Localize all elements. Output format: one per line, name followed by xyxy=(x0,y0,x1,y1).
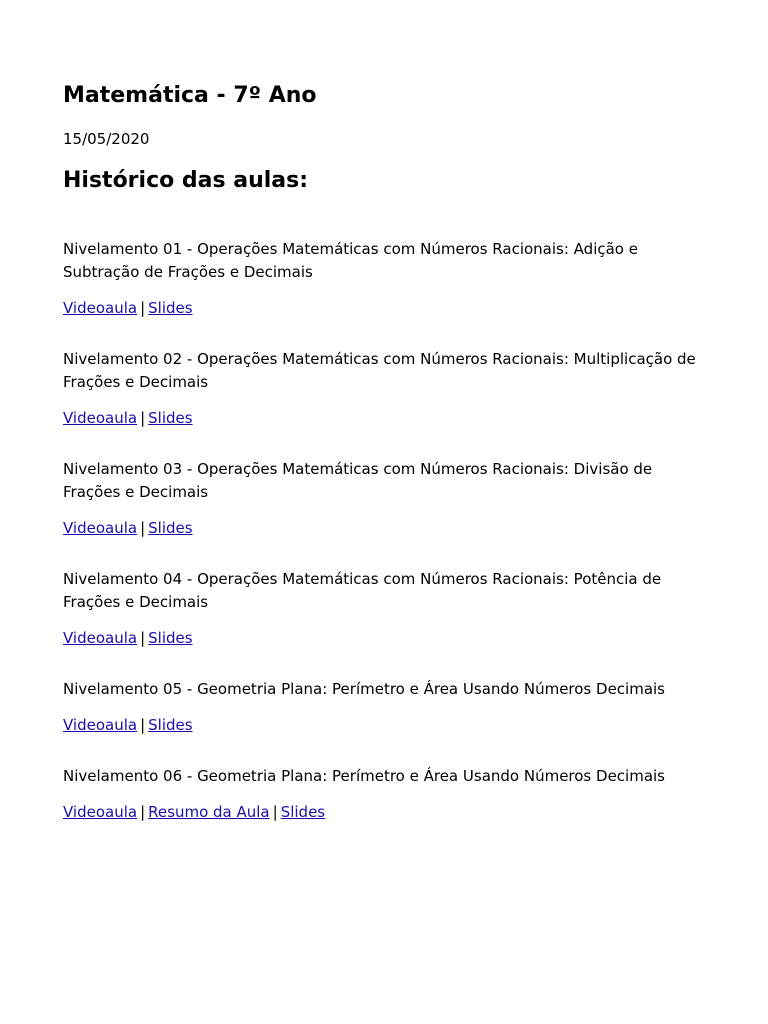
lesson-links xyxy=(63,628,704,648)
lesson-links xyxy=(63,298,704,318)
lesson-item xyxy=(63,678,704,735)
videoaula-link[interactable]: Videoaula xyxy=(63,409,138,427)
lesson-item xyxy=(63,765,704,822)
lesson-links xyxy=(63,518,704,538)
link-separator: | xyxy=(140,716,146,734)
slides-link[interactable]: Slides xyxy=(148,716,193,734)
lesson-item xyxy=(63,458,704,538)
link-separator: | xyxy=(272,803,278,821)
lesson-item xyxy=(63,348,704,428)
lesson-item xyxy=(63,238,704,318)
link-separator: | xyxy=(140,803,146,821)
lesson-links xyxy=(63,408,704,428)
lesson-title: Nivelamento 03 - Operações Matemáticas com Números Racionais: Divisão de Frações e Decimais xyxy=(63,460,653,501)
lesson-title: Nivelamento 04 - Operações Matemáticas com Números Racionais: Potência de Frações e Decimais xyxy=(63,570,662,611)
videoaula-link[interactable]: Videoaula xyxy=(63,803,138,821)
lesson-links xyxy=(63,802,704,822)
videoaula-link[interactable]: Videoaula xyxy=(63,519,138,537)
lesson-title: Nivelamento 01 - Operações Matemáticas com Números Racionais: Adição e Subtração de Frações e Decimais xyxy=(63,240,638,281)
videoaula-link[interactable]: Videoaula xyxy=(63,629,138,647)
link-separator: | xyxy=(140,519,146,537)
slides-link[interactable]: Slides xyxy=(148,519,193,537)
link-separator: | xyxy=(140,299,146,317)
slides-link[interactable]: Slides xyxy=(280,803,326,821)
slides-link[interactable]: Slides xyxy=(148,299,193,317)
publish-date: 15/05/2020 xyxy=(63,130,150,148)
resumo-da-aula-link[interactable]: Resumo da Aula xyxy=(148,803,270,821)
videoaula-link[interactable]: Videoaula xyxy=(63,716,138,734)
lesson-links xyxy=(63,715,704,735)
lesson-title: Nivelamento 06 - Geometria Plana: Perímetro e Área Usando Números Decimais xyxy=(63,767,665,785)
link-separator: | xyxy=(140,409,146,427)
slides-link[interactable]: Slides xyxy=(148,409,193,427)
videoaula-link[interactable]: Videoaula xyxy=(63,299,138,317)
lesson-title: Nivelamento 02 - Operações Matemáticas com Números Racionais: Multiplicação de Frações e Decimais xyxy=(63,350,696,391)
lesson-title: Nivelamento 05 - Geometria Plana: Perímetro e Área Usando Números Decimais xyxy=(63,680,665,698)
slides-link[interactable]: Slides xyxy=(148,629,193,647)
lesson-list xyxy=(63,238,704,822)
page-title: Matemática - 7º Ano xyxy=(63,83,317,108)
link-separator: | xyxy=(140,629,146,647)
history-heading: Histórico das aulas: xyxy=(63,168,309,193)
lesson-item xyxy=(63,568,704,648)
